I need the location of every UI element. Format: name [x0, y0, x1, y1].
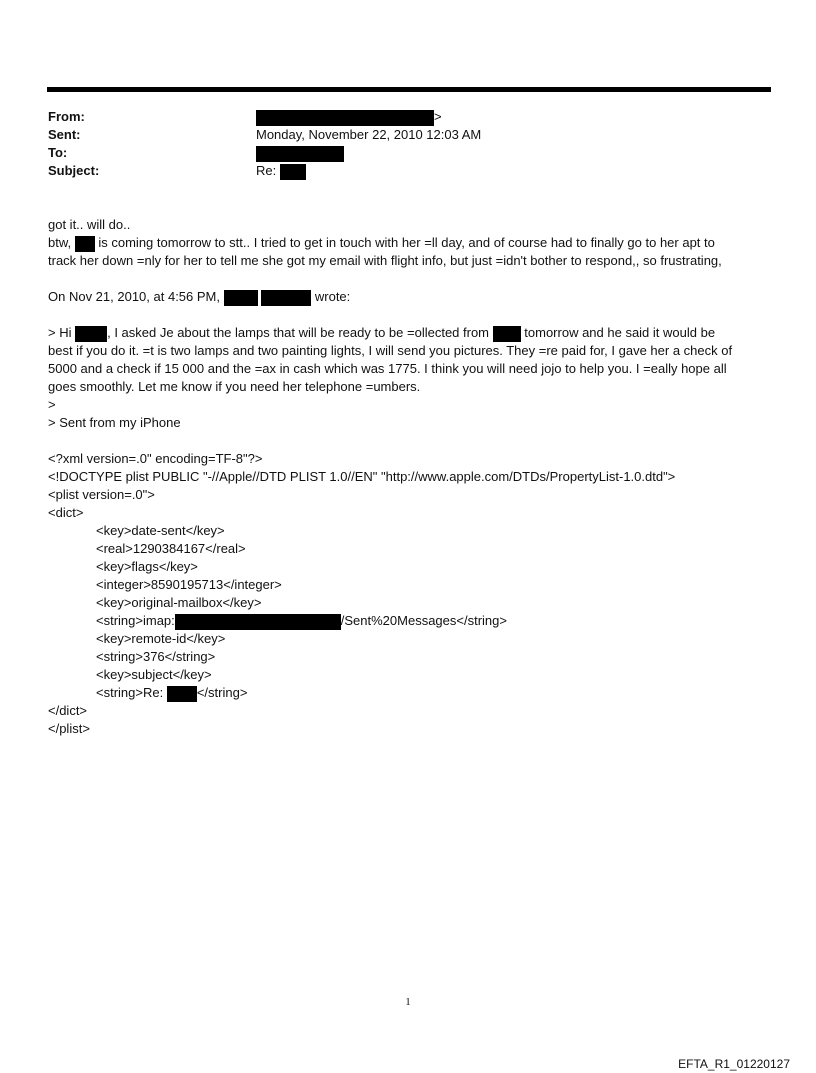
quoted-line: > [48, 397, 56, 412]
plist-line: </dict> [48, 703, 88, 718]
quoted-line: > Hi , I asked Je about the lamps that will be ready to be =ollected from tomorrow and he said it would be [48, 325, 716, 340]
plist-line: <dict> [48, 505, 84, 520]
to-row [48, 144, 768, 162]
quoted-line: 5000 and a check if 15 000 and the =ax in cash which was 1775. I think you will need jojo to help you. I =eally hope all [48, 361, 727, 376]
from-suffix: > [434, 109, 442, 124]
email-header [48, 108, 768, 180]
plist-line: <real>1290384167</real> [96, 541, 246, 556]
plist-line: <string>imap: /Sent%20Messages</string> [96, 613, 507, 628]
sent-row [48, 126, 768, 144]
subject-value [256, 162, 306, 180]
plist-line: <key>date-sent</key> [96, 523, 225, 538]
plist-line: <key>subject</key> [96, 667, 212, 682]
redaction [261, 290, 311, 306]
quoted-line: best if you do it. =t is two lamps and two painting lights, I will send you pictures. They =re paid for, I gave her a check of [48, 343, 733, 358]
redaction [280, 164, 306, 180]
redaction [256, 146, 344, 162]
plist-line: <string>Re: </string> [96, 685, 248, 700]
redaction [167, 686, 197, 702]
document-id: EFTA_R1_01220127 [678, 1057, 790, 1071]
redaction [224, 290, 258, 306]
plist-line: <key>remote-id</key> [96, 631, 226, 646]
body-line: track her down =nly for her to tell me she got my email with flight info, but just =idn't bother to respond,, so frustrating, [48, 253, 722, 268]
plist-line: <key>flags</key> [96, 559, 198, 574]
sent-label: Sent: [48, 127, 81, 142]
plist-line: <key>original-mailbox</key> [96, 595, 262, 610]
plist-line: <integer>8590195713</integer> [96, 577, 282, 592]
quote-header: On Nov 21, 2010, at 4:56 PM, wrote: [48, 289, 351, 304]
page-number: 1 [405, 996, 411, 1008]
to-value [256, 144, 344, 162]
plist-line: <!DOCTYPE plist PUBLIC "-//Apple//DTD PLIST 1.0//EN" "http://www.apple.com/DTDs/PropertyList-1.0.dtd"> [48, 469, 676, 484]
header-rule [47, 87, 771, 92]
body-line: got it.. will do.. [48, 217, 131, 232]
redaction [75, 326, 107, 342]
plist-line: <string>376</string> [96, 649, 216, 664]
subject-prefix: Re: [256, 163, 277, 178]
redaction [493, 326, 521, 342]
body-line: btw, is coming tomorrow to stt.. I tried to get in touch with her =ll day, and of course had to finally go to her apt to [48, 235, 715, 250]
quoted-line: > Sent from my iPhone [48, 415, 181, 430]
redaction [175, 614, 341, 630]
from-label: From: [48, 109, 85, 124]
quoted-line: goes smoothly. Let me know if you need her telephone =umbers. [48, 379, 421, 394]
redaction [75, 236, 95, 252]
to-label: To: [48, 145, 68, 160]
email-body [48, 216, 778, 738]
from-value [256, 108, 442, 126]
subject-row [48, 162, 768, 180]
plist-line: </plist> [48, 721, 90, 736]
plist-line: <plist version=.0"> [48, 487, 155, 502]
subject-label: Subject: [48, 163, 100, 178]
from-row [48, 108, 768, 126]
plist-line: <?xml version=.0" encoding=TF-8"?> [48, 451, 263, 466]
sent-value: Monday, November 22, 2010 12:03 AM [256, 127, 482, 142]
redaction [256, 110, 434, 126]
